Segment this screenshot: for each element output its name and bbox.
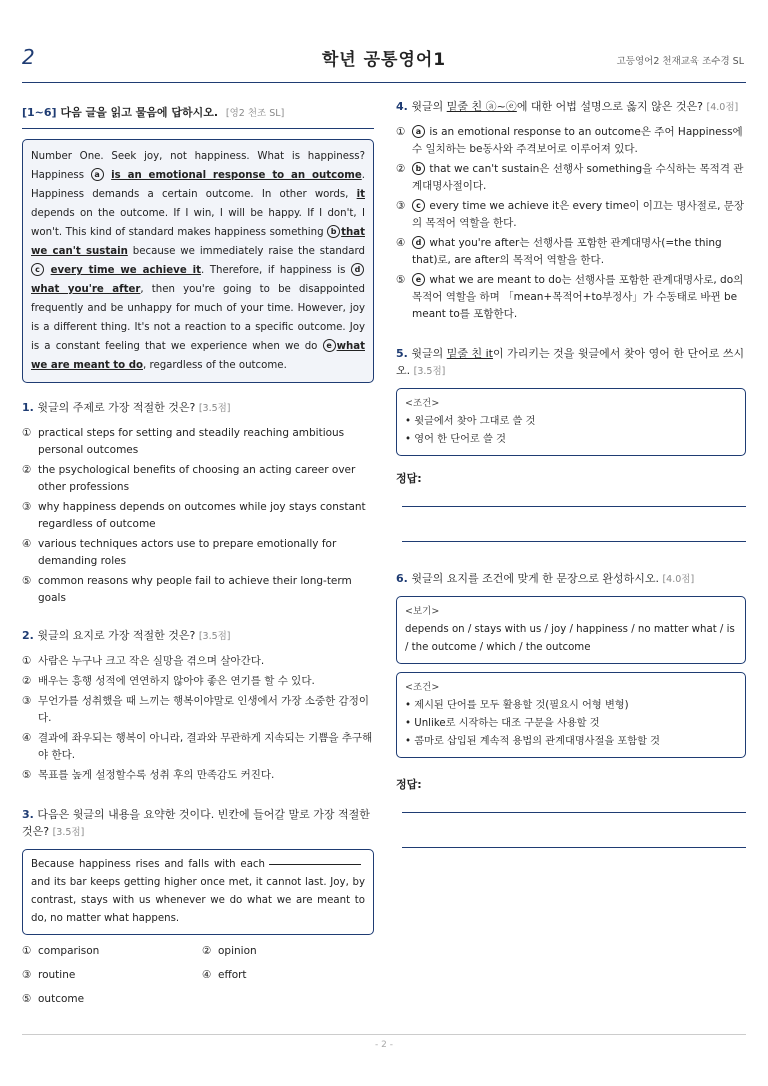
option-text: 배우는 흥행 성적에 연연하지 않아야 좋은 연기를 할 수 있다. <box>38 675 315 687</box>
page-number: 2 <box>22 45 35 69</box>
underline-it: it <box>356 189 365 200</box>
option-number: ⑤ <box>22 769 32 781</box>
q2-options <box>22 653 374 784</box>
summary-text: Because happiness rises and falls with each <box>31 859 265 870</box>
option-text: various techniques actors use to prepare emotionally for demanding roles <box>38 538 337 567</box>
question-text: 다음은 윗글의 내용을 요약한 것이다. 빈칸에 들어갈 말로 가장 적절한 것은? <box>22 808 370 838</box>
option-text: 목표를 높게 설정할수록 성취 후의 만족감도 커진다. <box>38 769 275 781</box>
source-tag: [영2 천조 SL] <box>225 108 285 119</box>
option-number: ③ <box>22 969 32 981</box>
passage-text: Number One. Seek joy, not happiness. What is happiness? Happiness <box>31 151 365 181</box>
option-text: the psychological benefits of choosing an acting career over other professions <box>38 464 356 493</box>
option[interactable] <box>396 124 746 158</box>
question-number: 2. <box>22 629 34 642</box>
condition-label: <조건> <box>405 682 440 693</box>
option-number: ① <box>22 945 32 957</box>
question-number: 1. <box>22 401 34 414</box>
underline-e: what we are meant to do <box>31 341 365 371</box>
condition-item: • 윗글에서 찾아 그대로 쓸 것 <box>405 416 536 427</box>
condition-label: <조건> <box>405 398 440 409</box>
question-points: [3.5점] <box>198 403 231 414</box>
question-text: 윗글의 요지를 조건에 맞게 한 문장으로 완성하시오. <box>411 572 659 585</box>
option-number: ② <box>22 464 32 476</box>
option-text: what you're after는 선행사를 포함한 관계대명사(=the thing that)로, are after의 목적어 역할을 한다. <box>412 237 722 266</box>
header-source: 고등영어2 천재교육 조수경 SL <box>616 56 744 67</box>
option-text: 무언가를 성취했을 때 느끼는 행복이야말로 인생에서 가장 소중한 감정이다. <box>38 695 369 724</box>
q4-options <box>396 124 746 323</box>
option[interactable] <box>22 573 374 607</box>
option-number: ⑤ <box>22 575 32 587</box>
passage-text: , then you're going to be disappointed frequently and be unhappy for much of your time. However, joy is a different thing. It's not a reaction to a specific outcome. Joy is a constant feeling that we experience when we do <box>31 284 365 352</box>
option-number: ③ <box>22 501 32 513</box>
question-6 <box>396 570 746 588</box>
condition-item: • 영어 한 단어로 쓸 것 <box>405 434 506 445</box>
summary-box <box>22 849 374 935</box>
marker-e: e <box>412 273 425 286</box>
option[interactable] <box>396 198 746 232</box>
option[interactable] <box>202 943 372 960</box>
option-number: ② <box>202 945 212 957</box>
option[interactable] <box>22 536 374 570</box>
option-text: outcome <box>38 993 85 1005</box>
option[interactable] <box>22 653 374 670</box>
option[interactable] <box>22 991 202 1008</box>
example-label: <보기> <box>405 606 440 617</box>
question-text: 윗글의 <box>411 347 447 360</box>
option-number: ④ <box>22 732 32 744</box>
option[interactable] <box>22 462 374 496</box>
option-number: ① <box>22 427 32 439</box>
question-number: 4. <box>396 100 408 113</box>
page-title: 학년 공통영어1 <box>321 50 447 70</box>
underline-b: that we can't sustain <box>31 227 365 257</box>
footer-divider <box>22 1034 746 1035</box>
option-number: ① <box>396 126 406 138</box>
summary-blank <box>269 864 361 865</box>
question-range: [1~6] <box>22 106 57 119</box>
answer-label: 정답: <box>396 472 422 485</box>
marker-e: e <box>323 339 336 352</box>
passage-text: because we immediately raise the standard <box>127 246 365 257</box>
summary-text: and its bar keeps getting higher once met, it cannot last. Joy, by contrast, stays with us whenever we do what we are meant to do, no matter what happens. <box>31 877 365 924</box>
answer-line[interactable] <box>402 507 746 542</box>
option-text: what we are meant to do는 선행사를 포함한 관계대명사로, do의 목적어 역할을 하며 「mean+목적어+to부정사」가 수동태로 바뀐 be meant to를 포함한다. <box>412 274 744 320</box>
question-number: 6. <box>396 572 408 585</box>
underline-d: what you're after <box>31 284 141 295</box>
marker-b: b <box>327 225 340 238</box>
marker-c: c <box>412 199 425 212</box>
marker-b: b <box>412 162 425 175</box>
option[interactable] <box>22 730 374 764</box>
option-text: 사람은 누구나 크고 작은 실망을 겪으며 살아간다. <box>38 655 265 667</box>
marker-d: d <box>412 236 425 249</box>
answer-line[interactable] <box>402 813 746 848</box>
option-number: ③ <box>396 200 406 212</box>
condition-box <box>396 672 746 758</box>
condition-item: • Unlike로 시작하는 대조 구문을 사용할 것 <box>405 718 600 729</box>
marker-d: d <box>351 263 364 276</box>
answer-line[interactable] <box>402 486 746 507</box>
option[interactable] <box>396 272 746 323</box>
option[interactable] <box>22 943 202 960</box>
option-number: ② <box>22 675 32 687</box>
passage-text: . Therefore, if happiness is <box>201 265 351 276</box>
condition-item: • 콤마로 삽입된 계속적 용법의 관계대명사절을 포함할 것 <box>405 736 661 747</box>
option-text: comparison <box>38 945 100 957</box>
option-text: that we can't sustain은 선행사 something을 수식하는 목적격 관계대명사절이다. <box>412 163 744 192</box>
passage-text: depends on the outcome. If I win, I will be happy. If I don't, I won't. This kind of standard makes happiness something <box>31 208 365 238</box>
question-points: [3.5점] <box>413 366 446 377</box>
right-column <box>396 96 746 848</box>
question-points: [4.0점] <box>706 102 739 113</box>
question-points: [3.5점] <box>52 827 85 838</box>
option-text: why happiness depends on outcomes while joy stays constant regardless of outcome <box>38 501 366 530</box>
option[interactable] <box>22 673 374 690</box>
option-text: is an emotional response to an outcome은 주어 Happiness에 수 일치하는 be동사와 주격보어로 이루어져 있다. <box>412 126 743 155</box>
option-text: every time we achieve it은 every time이 이끄는 명사절로, 문장의 목적어 역할을 한다. <box>412 200 745 229</box>
option-text: 결과에 좌우되는 행복이 아니라, 결과와 무관하게 지속되는 기쁨을 추구해야 한다. <box>38 732 373 761</box>
option-text: common reasons why people fail to achieve their long-term goals <box>38 575 352 604</box>
question-number: 3. <box>22 808 34 821</box>
question-5 <box>396 345 746 380</box>
option-number: ③ <box>22 695 32 707</box>
question-text: 윗글의 요지로 가장 적절한 것은? <box>37 629 196 642</box>
underline-c: every time we achieve it <box>50 265 201 276</box>
header-divider <box>22 82 746 83</box>
instruction-text: 다음 글을 읽고 물음에 답하시오. <box>60 106 219 119</box>
section-instruction <box>22 96 374 129</box>
reading-passage <box>22 139 374 383</box>
question-points: [4.0점] <box>662 574 695 585</box>
condition-item: • 제시된 단어를 모두 활용할 것(필요시 어형 변형) <box>405 700 629 711</box>
option[interactable] <box>22 499 374 533</box>
marker-c: c <box>31 263 44 276</box>
option-text: effort <box>218 969 247 981</box>
q1-options <box>22 425 374 607</box>
page-footer: - 2 - <box>375 1040 393 1050</box>
question-3 <box>22 806 374 841</box>
option-number: ④ <box>22 538 32 550</box>
option[interactable] <box>202 967 372 984</box>
question-number: 5. <box>396 347 408 360</box>
question-text: 에 대한 어법 설명으로 옳지 않은 것은? <box>516 100 704 113</box>
passage-text: . Happiness demands a certain outcome. In other words, <box>31 170 365 200</box>
option[interactable] <box>396 235 746 269</box>
question-text: 이 가리키는 것을 윗글에서 찾아 영어 한 단어로 쓰시오. <box>396 347 745 377</box>
option[interactable] <box>22 693 374 727</box>
example-box <box>396 596 746 664</box>
option[interactable] <box>22 767 374 784</box>
marker-a: a <box>412 125 425 138</box>
question-underlined: 밑줄 친 ⓐ~ⓔ <box>446 100 517 113</box>
option-number: ⑤ <box>396 274 406 286</box>
question-2 <box>22 627 374 645</box>
option[interactable] <box>396 161 746 195</box>
option[interactable] <box>22 967 202 984</box>
marker-a: a <box>91 168 104 181</box>
question-text: 윗글의 주제로 가장 적절한 것은? <box>37 401 196 414</box>
option[interactable] <box>22 425 374 459</box>
option-number: ① <box>22 655 32 667</box>
option-text: opinion <box>218 945 257 957</box>
question-text: 윗글의 <box>411 100 447 113</box>
passage-text: , regardless of the outcome. <box>143 360 287 371</box>
underline-a: is an emotional response to an outcome <box>111 170 362 181</box>
option-text: routine <box>38 969 76 981</box>
question-1 <box>22 399 374 417</box>
question-underlined: 밑줄 친 it <box>446 347 493 360</box>
left-column <box>22 96 374 1011</box>
q3-options <box>22 943 374 1011</box>
answer-label: 정답: <box>396 778 422 791</box>
option-text: practical steps for setting and steadily reaching ambitious personal outcomes <box>38 427 345 456</box>
question-4 <box>396 98 746 116</box>
condition-box <box>396 388 746 456</box>
question-points: [3.5점] <box>198 631 231 642</box>
option-number: ⑤ <box>22 993 32 1005</box>
option-number: ④ <box>202 969 212 981</box>
option-number: ④ <box>396 237 406 249</box>
answer-line[interactable] <box>402 792 746 813</box>
example-words: depends on / stays with us / joy / happiness / no matter what / is / the outcome / which / the outcome <box>405 624 735 653</box>
option-number: ② <box>396 163 406 175</box>
